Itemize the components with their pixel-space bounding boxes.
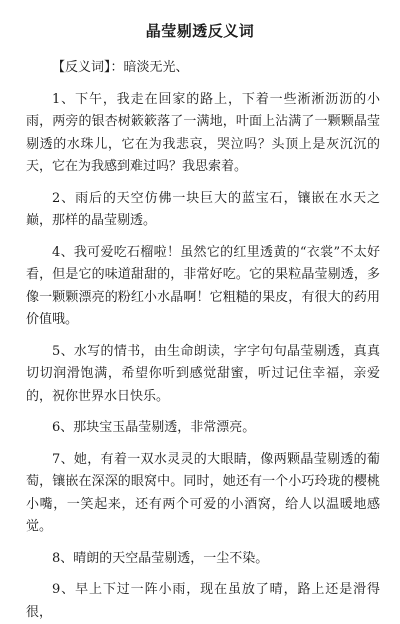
document-title: 晶莹剔透反义词 xyxy=(145,22,255,40)
document-body xyxy=(26,57,380,624)
example-paragraph-9: 9、早上下过一阵小雨，现在虽放了晴，路上还是滑得很， xyxy=(26,582,380,620)
example-paragraph-8: 8、晴朗的天空晶莹剔透，一尘不染。 xyxy=(52,550,269,566)
example-paragraph-1: 1、下午，我走在回家的路上，下着一些淅淅沥沥的小雨，两旁的银杏树簌簌落了一满地，叶面上沾满了一颗颗晶莹剔透的水珠儿，它在为我悲哀，哭泣吗？头顶上是灰沉沉的天，它在为我感到难过吗？我思索着。 xyxy=(26,91,380,174)
example-paragraph-5: 5、水写的情书，由生命朗读，字字句句晶莹剔透，真真切切润滑饱满，希望你听到感觉甜蜜，听过记住幸福，亲爱的，祝你世界水日快乐。 xyxy=(26,343,380,404)
example-paragraph-2: 2、雨后的天空仿佛一块巨大的蓝宝石，镶嵌在水天之巅，那样的晶莹剔透。 xyxy=(26,190,380,228)
example-paragraph-7: 7、她，有着一双水灵灵的大眼睛，像两颗晶莹剔透的葡萄，镶嵌在深深的眼窝中。同时，她还有一个小巧玲珑的樱桃小嘴，一笑起来，还有两个可爱的小酒窝，给人以温暖地感觉。 xyxy=(26,451,380,534)
antonym-line: 【反义词】：暗淡无光、 xyxy=(52,60,189,75)
example-paragraph-4: 4、我可爱吃石榴啦！虽然它的红里透黄的“衣裳”不太好看，但是它的味道甜甜的，非常好吃。它的果粒晶莹剔透，多像一颗颗漂亮的粉红小水晶啊！它粗糙的果皮，有很大的药用价值哦。 xyxy=(26,244,380,327)
example-paragraph-6: 6、那块宝玉晶莹剔透，非常漂亮。 xyxy=(52,420,256,435)
